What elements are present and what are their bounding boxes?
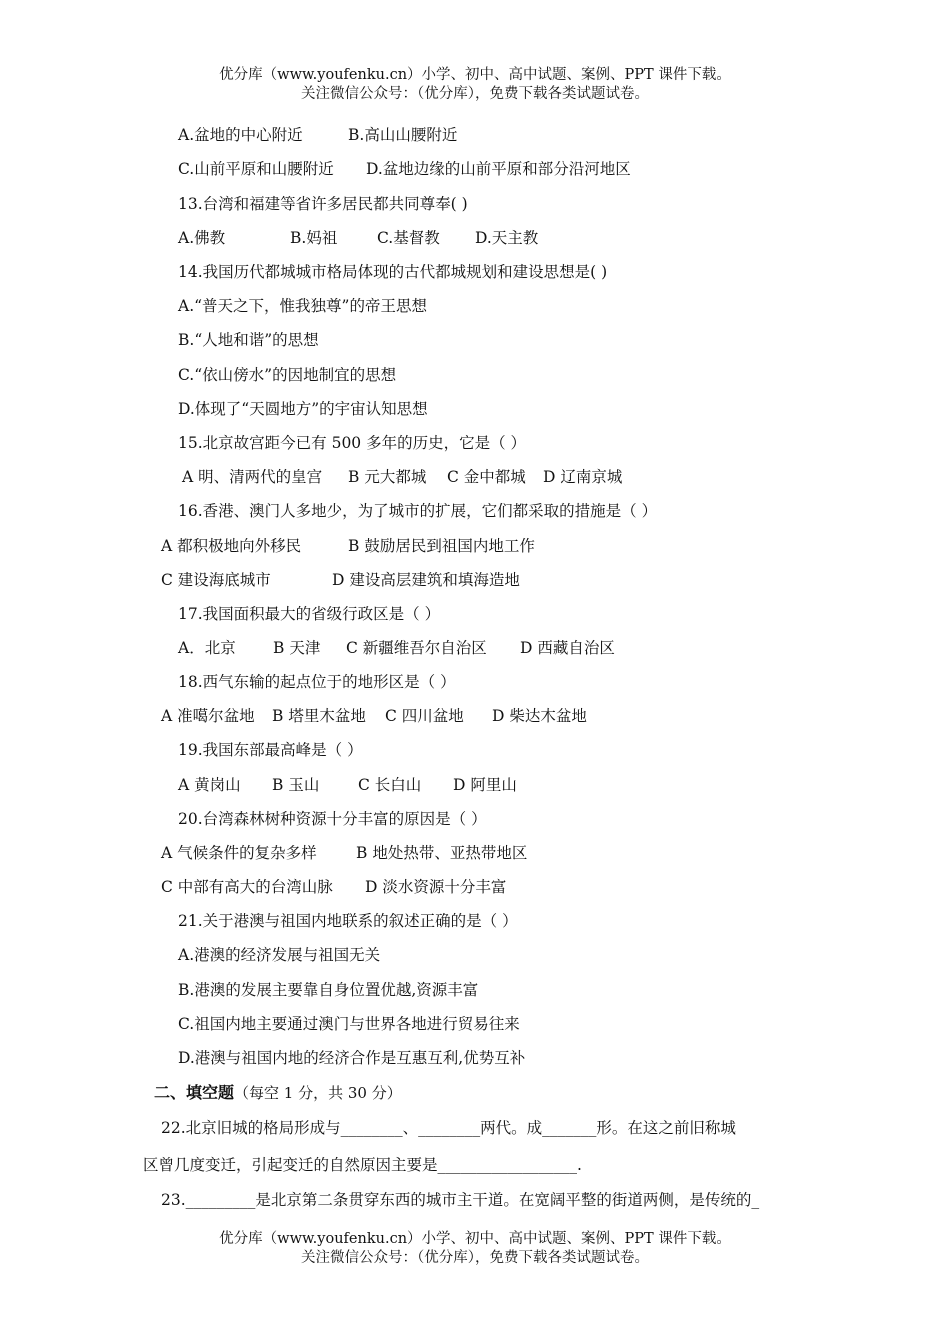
- q19-option-c: C 长白山: [358, 776, 422, 794]
- q19-option-b: B 玉山: [272, 776, 320, 794]
- q22-line-1: 22.北京旧城的格局形成与________、________两代。成_______形。在这之前旧称城: [161, 1119, 736, 1137]
- q12-option-b: B.高山山腰附近: [348, 126, 458, 144]
- q14-stem: 14.我国历代都城城市格局体现的古代都城规划和建设思想是( ): [178, 263, 608, 281]
- q20-option-c: C 中部有高大的台湾山脉: [161, 878, 333, 896]
- q17-option-c: C 新疆维吾尔自治区: [346, 639, 487, 657]
- q14-option-c: C.“依山傍水”的因地制宜的思想: [178, 366, 397, 384]
- q19-option-d: D 阿里山: [453, 776, 517, 794]
- q16-stem: 16.香港、澳门人多地少，为了城市的扩展，它们都采取的措施是（ ）: [178, 502, 658, 520]
- q20-option-d: D 淡水资源十分丰富: [365, 878, 507, 896]
- q20-option-b: B 地处热带、亚热带地区: [356, 844, 528, 862]
- footer-line-2: 关注微信公众号：（优分库），免费下载各类试题试卷。: [301, 1250, 649, 1266]
- q18-option-c: C 四川盆地: [385, 707, 464, 725]
- q22-line-2: 区曾几度变迁，引起变迁的自然原因主要是__________________.: [143, 1156, 582, 1174]
- q17-option-d: D 西藏自治区: [520, 639, 615, 657]
- q12-option-d: D.盆地边缘的山前平原和部分沿河地区: [366, 160, 631, 178]
- q18-option-b: B 塔里木盆地: [272, 707, 366, 725]
- q13-option-d: D.天主教: [475, 229, 539, 247]
- page-footer: [0, 1230, 950, 1268]
- q17-stem: 17.我国面积最大的省级行政区是（ ）: [178, 605, 441, 623]
- q16-option-d: D 建设高层建筑和填海造地: [332, 571, 520, 589]
- q19-stem: 19.我国东部最高峰是（ ）: [178, 741, 363, 759]
- q15-option-d: D 辽南京城: [543, 468, 623, 486]
- q15-option-a: A 明、清两代的皇宫: [182, 468, 323, 486]
- q19-option-a: A 黄岗山: [178, 776, 241, 794]
- q15-option-c: C 金中都城: [447, 468, 526, 486]
- q17-option-a: A．北京: [178, 639, 236, 657]
- q18-option-a: A 准噶尔盆地: [161, 707, 255, 725]
- section-heading: [154, 1083, 402, 1103]
- section-note: （每空 1 分，共 30 分）: [234, 1084, 402, 1102]
- q18-option-d: D 柴达木盆地: [492, 707, 587, 725]
- section-title: 二、填空题: [154, 1083, 235, 1102]
- q16-option-c: C 建设海底城市: [161, 571, 271, 589]
- q20-stem: 20.台湾森林树种资源十分丰富的原因是（ ）: [178, 810, 487, 828]
- q21-option-c: C.祖国内地主要通过澳门与世界各地进行贸易往来: [178, 1015, 520, 1033]
- q13-option-a: A.佛教: [178, 229, 226, 247]
- q21-option-d: D.港澳与祖国内地的经济合作是互惠互利,优势互补: [178, 1049, 526, 1067]
- q20-option-a: A 气候条件的复杂多样: [161, 844, 317, 862]
- footer-line-1: 优分库（www.youfenku.cn）小学、初中、高中试题、案例、PPT 课件下载。: [219, 1231, 731, 1247]
- q18-stem: 18.西气东输的起点位于的地形区是（ ）: [178, 673, 456, 691]
- q21-option-b: B.港澳的发展主要靠自身位置优越,资源丰富: [178, 981, 479, 999]
- q15-stem: 15.北京故宫距今已有 500 多年的历史，它是（ ）: [178, 434, 527, 452]
- q21-stem: 21.关于港澳与祖国内地联系的叙述正确的是（ ）: [178, 912, 518, 930]
- header-line-1: 优分库（www.youfenku.cn）小学、初中、高中试题、案例、PPT 课件下载。: [219, 67, 731, 83]
- q15-option-b: B 元大都城: [348, 468, 427, 486]
- q13-stem: 13.台湾和福建等省许多居民都共同尊奉( ): [178, 195, 468, 213]
- q13-option-b: B.妈祖: [290, 229, 338, 247]
- header-line-2: 关注微信公众号：（优分库），免费下载各类试题试卷。: [301, 86, 649, 102]
- q16-option-b: B 鼓励居民到祖国内地工作: [348, 537, 535, 555]
- q14-option-d: D.体现了“天圆地方”的宇宙认知思想: [178, 400, 428, 418]
- q23-line-1: 23._________是北京第二条贯穿东西的城市主干道。在宽阔平整的街道两侧，是传统的_: [161, 1191, 760, 1209]
- page-header: [0, 66, 950, 104]
- q14-option-b: B.“人地和谐”的思想: [178, 331, 319, 349]
- q12-option-c: C.山前平原和山腰附近: [178, 160, 334, 178]
- q12-option-a: A.盆地的中心附近: [178, 126, 303, 144]
- q17-option-b: B 天津: [273, 639, 321, 657]
- q16-option-a: A 都积极地向外移民: [161, 537, 302, 555]
- q21-option-a: A.港澳的经济发展与祖国无关: [178, 946, 381, 964]
- q14-option-a: A.“普天之下，惟我独尊”的帝王思想: [178, 297, 427, 315]
- q13-option-c: C.基督教: [377, 229, 440, 247]
